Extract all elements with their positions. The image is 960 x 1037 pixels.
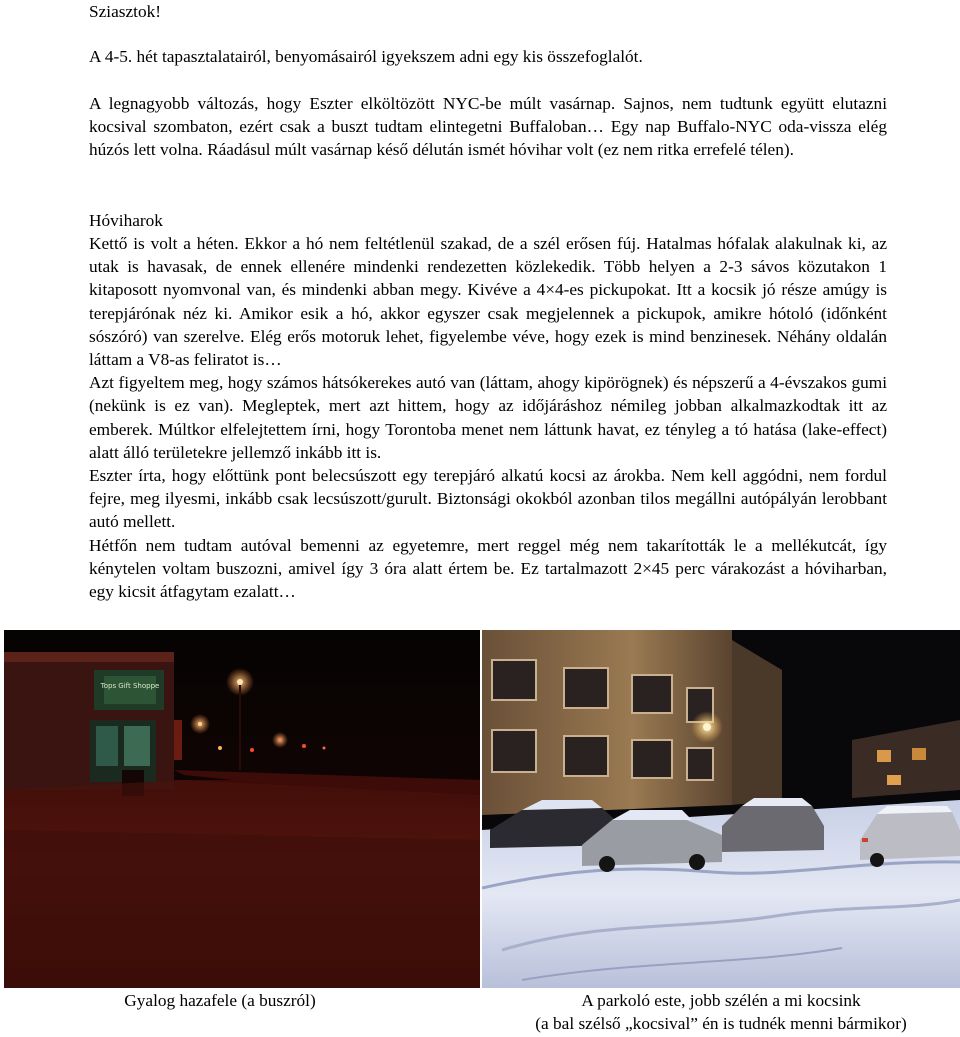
body-paragraph: Eszter írta, hogy előttünk pont belecsúszott egy terepjáró alkatú kocsi az árokba. Nem kell aggódni, nem fordul fejre, meg ilyesmi, inkább csak lecsúszott/gurult. Biztonsági okokból azonban tilos megállni autópályán lerobbant autó mellett. [89, 466, 887, 532]
paragraph-move: A legnagyobb változás, hogy Eszter elköltözött NYC-be múlt vasárnap. Sajnos, nem tudtunk együtt elutazni kocsival szombaton, ezért csak a buszt tudtam elintegetni Buffaloban… Egy nap Buffalo-NYC oda-vissza elég húzós lett volna. Ráadásul múlt vasárnap késő délután ismét hóvihar volt (ez nem ritka errefelé télen). [89, 94, 887, 160]
section-heading: Hóviharok [89, 211, 163, 230]
parking-lot-scene [482, 630, 960, 988]
storm-section-body [89, 232, 887, 603]
body-paragraph: Hétfőn nem tudtam autóval bemenni az egyetemre, mert reggel még nem takarították le a mellékutcát, így kénytelen voltam buszozni, amivel így 3 óra alatt értem be. Ez tartalmazott 2×45 perc várakozást a hóviharban, egy kicsit átfagytam ezalatt… [89, 535, 887, 602]
photo-parking-lot [482, 630, 960, 988]
caption-right-line2: (a bal szélső „kocsival” én is tudnék menni bármikor) [535, 1014, 907, 1033]
body-paragraph: Azt figyeltem meg, hogy számos hátsókerekes autó van (láttam, ahogy kipörögnek) és népszerű a 4-évszakos gumi (nekünk is ez van). Megleptek, mert azt hittem, hogy az időjáráshoz némileg jobban alkalmazkodtak itt az emberek. Múltkor elfelejtettem írni, hogy Torontoba menet nem láttunk havat, ez tényleg a tó hatása (lake-effect) alatt álló területekre jellemző inkább itt is. [89, 373, 887, 462]
photo-night-walk [4, 630, 480, 988]
caption-right-line1: A parkoló este, jobb szélén a mi kocsink [581, 991, 861, 1010]
night-street-scene [4, 630, 480, 988]
shop-sign [104, 676, 156, 704]
svg-text:Tops Gift Shoppe: Tops Gift Shoppe [100, 682, 160, 690]
caption-left: Gyalog hazafele (a buszról) [124, 991, 316, 1010]
greeting: Sziasztok! [89, 2, 161, 21]
body-paragraph: Kettő is volt a héten. Ekkor a hó nem feltétlenül szakad, de a szél erősen fúj. Hatalmas hófalak alakulnak ki, az utak is havasak, de ennek ellenére mindenki rendezetten közlekedik. Több helyen a 2-3 sávos közutakon 1 kitaposott nyomvonal van, és mindenki abban megy. Kivéve a 4×4-es pickupokat. Itt a kocsik jó része amúgy is terepjárónak néz ki. Amikor esik a hó, akkor egyszer csak megjelennek a pickupok, amikre hótoló (időnként sószóró) van szerelve. Elég erős motoruk lehet, figyelembe véve, hogy ezek is mind benzinesek. Néhány oldalán láttam a V8-as feliratot is… [89, 234, 887, 370]
intro-line: A 4-5. hét tapasztalatairól, benyomásairól igyekszem adni egy kis összefoglalót. [89, 47, 643, 66]
